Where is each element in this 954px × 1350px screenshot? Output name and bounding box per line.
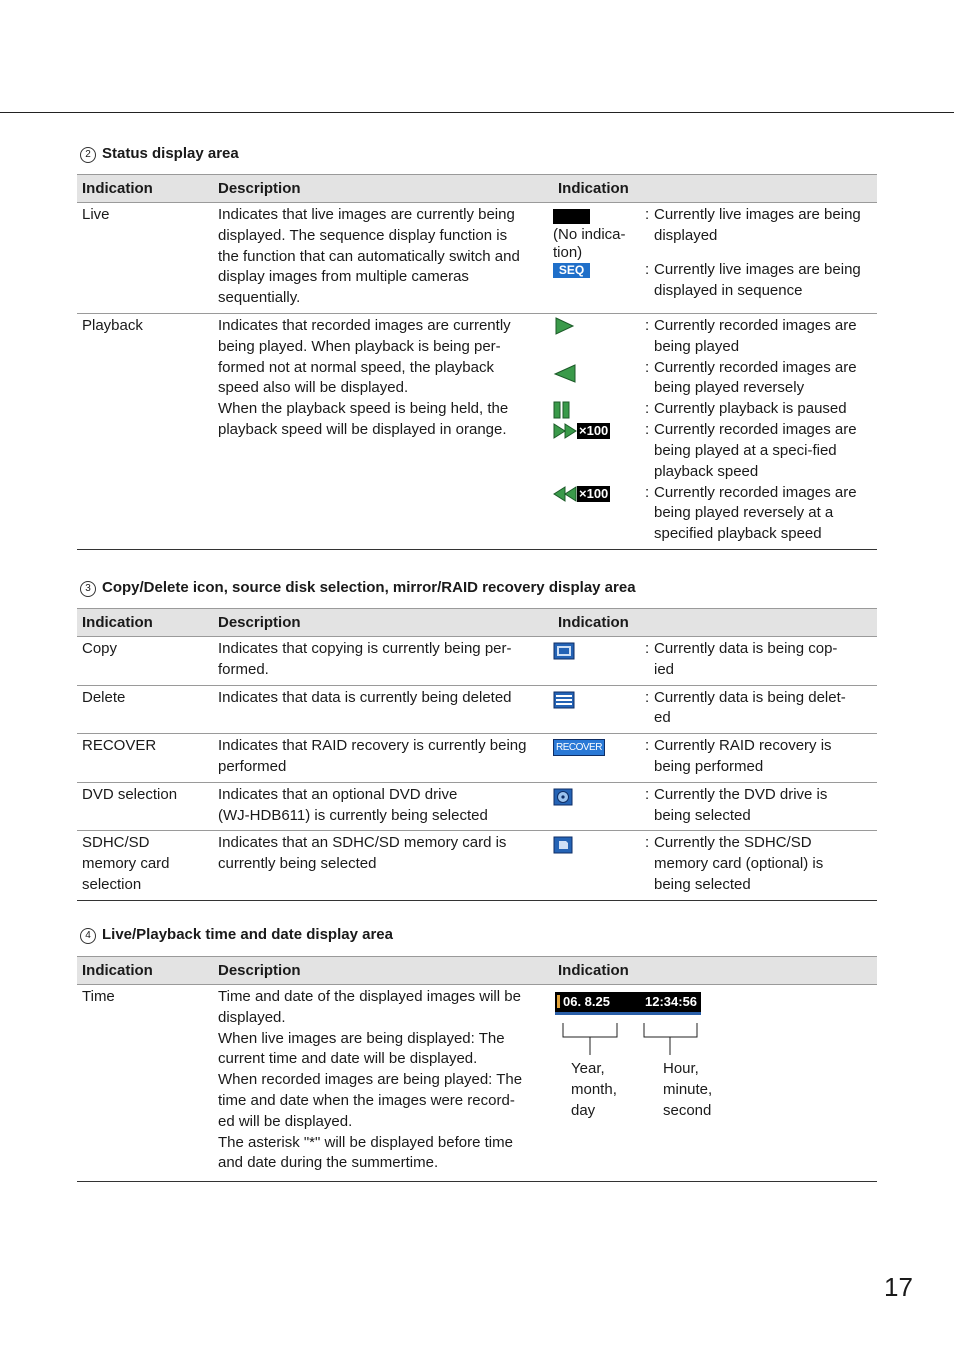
desc-line: Indicates that copying is currently being per- [218,640,512,657]
header-description: Description [213,957,553,985]
fast-forward-speed-icon [553,422,645,440]
row-description [213,831,553,900]
row-description [213,782,553,831]
indication-text: Currently playback is paused [654,400,847,418]
desc-line: sequentially. [218,289,301,307]
row-name: Time [77,985,213,1182]
pause-icon [553,400,575,420]
desc-line: ed will be displayed. [218,1112,353,1130]
recover-icon: RECOVER [553,739,605,756]
header-indication: Indication [77,957,213,985]
desc-line: When recorded images are being played: The [218,1071,523,1089]
header-indication-2: Indication [553,175,877,203]
speed-label: ×100 [579,485,609,501]
table-row: DVD selection Indicates that an optional DVD drive (WJ-HDB611) is currently being selected : Currently the DVD drive is being selected [77,782,877,831]
section-title-text: Copy/Delete icon, source disk selection, mirror/RAID recovery display area [102,579,636,596]
time-table [77,956,877,1182]
desc-line: current time and date will be displayed. [218,1050,478,1068]
time-label: Hour, minute, second [663,1060,713,1119]
desc-line: The asterisk "*" will be displayed before time [218,1133,513,1151]
time-figure [553,987,877,1177]
clock-time: 12:34:56 [645,994,698,1009]
indication-text: Currently recorded images are being played at a speci-fied playback speed [654,421,857,480]
row-name: Playback [77,314,213,550]
indication-text: Currently the DVD drive is [654,785,828,803]
header-indication: Indication [77,609,213,637]
desc-line: Indicates that data is currently being deleted [218,688,512,706]
desc-line: the function that can automatically switch and [218,247,520,265]
desc-line: Indicates that recorded images are currently [218,317,511,334]
desc-line: formed not at normal speed, the playback [218,358,494,376]
section-3-title [80,579,636,597]
indication-text: Currently RAID recovery is [654,737,832,755]
indication-text: being performed [654,757,764,775]
indication-text: Currently recorded images are being played reversely [654,358,857,397]
delete-icon [553,691,575,709]
speed-label: ×100 [579,423,609,439]
row-indication: (No indica- tion) : Currently live images are being displayed SEQ : Currently live images are being displayed in sequence [553,203,877,314]
play-icon [553,316,575,336]
fast-forward-icon [553,422,577,440]
fast-reverse-icon [553,485,577,503]
indication-text: ed [654,709,671,727]
indication-text: Currently the SDHC/SD [654,834,812,852]
desc-line: currently being selected [218,855,377,873]
section-title-text: Status display area [102,145,239,162]
row-name: SDHC/SD memory card selection [77,831,213,900]
fast-reverse-speed-icon [553,485,645,503]
indication-text: memory card (optional) is [654,855,824,873]
status-table [77,174,877,550]
page-number: 17 [884,1272,913,1302]
desc-line: Indicates that an SDHC/SD memory card is [218,834,507,852]
desc-line: Indicates that an optional DVD drive [218,785,458,803]
row-description [213,985,553,1182]
desc-line: display images from multiple cameras [218,268,469,286]
desc-line: Time and date of the displayed images will be [218,988,521,1005]
row-name: Copy [77,637,213,686]
header-description: Description [213,175,553,203]
desc-line: performed [218,757,287,775]
indication-text: Currently recorded images are being played [654,317,857,355]
desc-line: Indicates that RAID recovery is currently being [218,737,527,755]
black-box-icon [553,209,590,224]
row-description [213,685,553,734]
section-number: 4 [80,928,96,944]
desc-line: playback speed will be displayed in orange. [218,420,507,438]
row-name: DVD selection [77,782,213,831]
section-2-title [80,145,239,163]
desc-line: Indicates that live images are currently being [218,206,515,223]
desc-line: and date during the summertime. [218,1154,439,1172]
row-description [213,734,553,783]
header-description: Description [213,609,553,637]
table-row: RECOVER Indicates that RAID recovery is currently being performed RECOVER : Currently RAID recovery is being performed [77,734,877,783]
desc-line: formed. [218,660,269,678]
row-description [213,203,553,314]
copy-icon [553,642,575,660]
sd-card-icon [553,836,573,854]
table-row: Copy Indicates that copying is currently being per- formed. : Currently data is being cop- ied [77,637,877,686]
header-indication-2: Indication [553,957,877,985]
clock-date: 06. 8.25 [563,994,610,1009]
indication-text: Currently data is being cop- [654,640,838,657]
section-number: 3 [80,581,96,597]
table-row: SDHC/SD memory card selection Indicates that an SDHC/SD memory card is currently being selected : Currently the SDHC/SD memory card (optional) is being selected [77,831,877,900]
header-indication: Indication [77,175,213,203]
no-indication-text: (No indica- tion) [553,226,626,261]
row-name: Live [77,203,213,314]
desc-line: displayed. [218,1008,286,1026]
desc-line: (WJ-HDB611) is currently being selected [218,806,488,824]
row-name: RECOVER [77,734,213,783]
clock-marker [557,995,560,1008]
dvd-icon [553,788,573,806]
section-4-title [80,926,393,944]
table-row [77,203,877,314]
row-indication [553,985,877,1182]
table-row: Delete Indicates that data is currently being deleted : Currently data is being delet- ed [77,685,877,734]
row-indication: : Currently recorded images are being played : Currently recorded images are being played reversely : Currently playback is paused ×100 : Currently recorded images are being played at a speci-fied playback speed ×100 : Currently recorded images are being played reversely at a specified playback speed [553,314,877,550]
desc-line: time and date when the images were record- [218,1091,515,1109]
section-number: 2 [80,147,96,163]
desc-line: displayed. The sequence display function is [218,226,508,244]
table-row [77,985,877,1182]
seq-icon: SEQ [553,263,590,278]
indication-text: Currently data is being delet- [654,688,846,706]
date-label: Year, month, day [571,1060,617,1119]
clock-display [555,992,701,1015]
row-description [213,314,553,550]
indication-text: ied [654,660,675,678]
row-name: Delete [77,685,213,734]
section-title-text: Live/Playback time and date display area [102,926,393,943]
indication-text: being selected [654,875,751,893]
header-indication-2: Indication [553,609,877,637]
indication-text: Currently live images are being displayed in sequence [654,261,861,299]
desc-line: being played. When playback is being per- [218,337,501,355]
row-description [213,637,553,686]
reverse-play-icon [553,362,577,386]
desc-line: When the playback speed is being held, the [218,400,509,418]
desc-line: When live images are being displayed: The [218,1029,505,1047]
indication-text: Currently recorded images are being played reversely at a specified playback speed [654,483,857,543]
top-rule [0,112,954,113]
table-row [77,314,877,550]
indication-text: being selected [654,806,751,824]
copy-delete-table [77,608,877,901]
indication-text: Currently live images are being displayed [654,206,861,244]
desc-line: speed also will be displayed. [218,379,409,397]
